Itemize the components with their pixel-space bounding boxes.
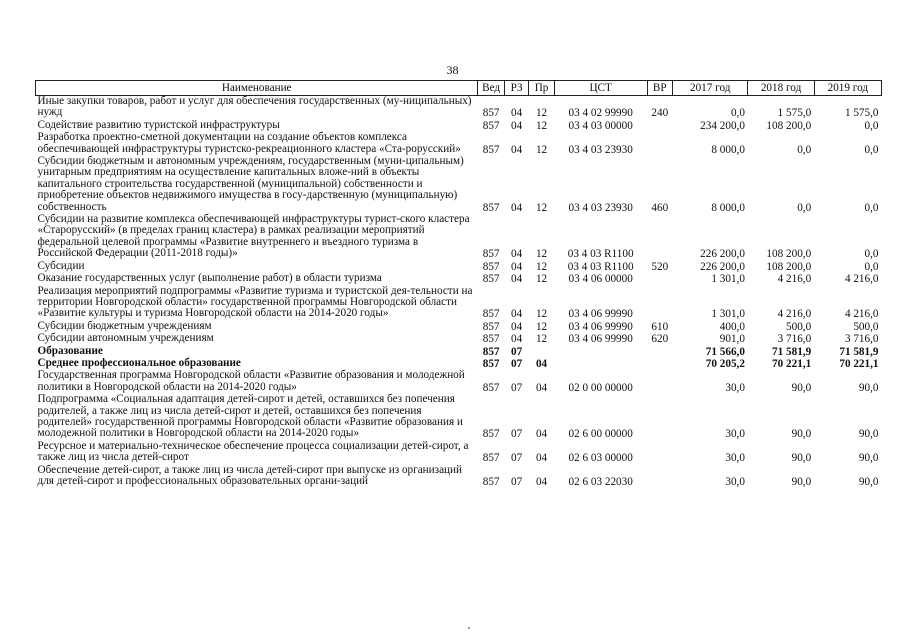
cell-y2019: 0,0 xyxy=(864,119,879,132)
cell-name: Среднее профессиональное образование xyxy=(37,356,241,369)
cell-y2019: 0,0 xyxy=(864,260,879,273)
cell-y2018: 90,0 xyxy=(791,428,812,441)
cell-y2019: 0,0 xyxy=(864,143,879,156)
cell-cst: 03 4 02 99990 xyxy=(568,107,633,120)
cell-rz: 07 xyxy=(510,452,523,465)
cell-pr: 12 xyxy=(535,260,548,273)
cell-rz: 07 xyxy=(510,476,523,488)
cell-y2017: 8 000,0 xyxy=(711,201,745,214)
cell-pr: 04 xyxy=(535,452,548,465)
cell-cst: 03 4 06 99990 xyxy=(568,308,633,321)
cell-cst: 03 4 06 99990 xyxy=(568,333,633,346)
cell-y2019: 4 216,0 xyxy=(844,308,879,321)
cell-y2017: 30,0 xyxy=(725,381,745,394)
header-name: Наименование xyxy=(36,81,478,96)
cell-y2017: 0,0 xyxy=(730,107,745,120)
cell-pr: 04 xyxy=(535,428,548,441)
table-row xyxy=(36,156,882,214)
cell-vr xyxy=(647,346,672,358)
cell-y2017: 30,0 xyxy=(725,476,745,488)
cell-y2017: 30,0 xyxy=(725,428,745,441)
cell-ved: 857 xyxy=(482,381,500,394)
cell-ved: 857 xyxy=(482,452,500,465)
cell-cst: 02 6 03 22030 xyxy=(568,476,633,488)
cell-y2017: 400,0 xyxy=(719,320,745,333)
cell-rz: 04 xyxy=(510,107,523,120)
cell-y2017: 71 566,0 xyxy=(705,345,745,358)
cell-ved: 857 xyxy=(482,119,500,132)
header-cst: ЦСТ xyxy=(554,81,647,96)
cell-y2018: 90,0 xyxy=(791,452,812,465)
cell-ved: 857 xyxy=(482,320,500,333)
header-rz: РЗ xyxy=(504,81,528,96)
cell-cst xyxy=(554,346,647,358)
page-number: 38 xyxy=(446,63,459,77)
cell-vr xyxy=(647,120,672,132)
cell-rz: 04 xyxy=(510,119,523,132)
cell-y2018: 90,0 xyxy=(791,476,812,488)
cell-y2018: 4 216,0 xyxy=(777,273,812,286)
cell-rz: 07 xyxy=(510,357,523,370)
cell-cst: 03 4 03 R1100 xyxy=(567,248,634,261)
cell-cst: 03 4 03 23930 xyxy=(568,143,633,156)
cell-y2017: 8 000,0 xyxy=(711,143,745,156)
cell-name: Субсидии на развитие комплекса обеспечивающей инфраструктуры турист-ского кластера «Старорусский» (в пределах границ кластера) в рамках реализации мероприятий федеральной целевой программы «Развитие внутреннего и въездного туризма в Российской Федерации (2011-2018 годы)» xyxy=(37,213,470,260)
table-row xyxy=(36,441,882,465)
cell-y2019: 500,0 xyxy=(853,320,879,333)
cell-y2018: 3 716,0 xyxy=(777,333,812,346)
cell-y2018: 108 200,0 xyxy=(766,248,812,261)
cell-name: Ресурсное и материально-техническое обеспечение процесса социализации детей-сирот, а также лиц из числа детей-сирот xyxy=(37,439,469,464)
cell-ved: 857 xyxy=(482,476,500,488)
cell-vr: 620 xyxy=(651,333,669,346)
cell-ved: 857 xyxy=(482,201,500,214)
table-row xyxy=(36,286,882,321)
cell-name: Субсидии бюджетным учреждениям xyxy=(37,319,212,332)
cell-rz: 04 xyxy=(510,201,523,214)
cell-rz: 04 xyxy=(510,260,523,273)
table-row xyxy=(36,214,882,261)
cell-y2018: 71 581,9 xyxy=(772,345,812,358)
cell-y2018: 0,0 xyxy=(797,201,812,214)
header-ved: Вед xyxy=(478,81,505,96)
cell-pr: 12 xyxy=(535,320,548,333)
cell-name: Субсидии xyxy=(37,259,85,272)
cell-name: Обеспечение детей-сирот, а также лиц из числа детей-сирот при выпуске из организаций для детей-сирот и профессиональных образовательных органи-заций xyxy=(37,463,463,487)
cell-y2017: 30,0 xyxy=(725,452,745,465)
cell-name: Содействие развитию туристской инфраструктуры xyxy=(37,118,280,131)
cell-pr: 12 xyxy=(535,308,548,321)
cell-vr: 240 xyxy=(651,107,669,120)
cell-y2019: 90,0 xyxy=(858,381,879,394)
cell-rz: 04 xyxy=(510,308,523,321)
table-header-row xyxy=(36,81,882,96)
header-2018: 2018 год xyxy=(748,81,814,96)
cell-pr: 12 xyxy=(535,333,548,346)
cell-y2019: 1 575,0 xyxy=(844,107,879,120)
cell-name: Субсидии автономным учреждениям xyxy=(37,332,214,345)
cell-y2018: 70 221,1 xyxy=(772,357,812,370)
table-row xyxy=(36,465,882,489)
cell-y2018: 0,0 xyxy=(797,143,812,156)
cell-pr: 04 xyxy=(535,357,548,370)
cell-cst: 02 6 00 00000 xyxy=(568,428,633,441)
cell-pr xyxy=(529,346,554,358)
table-row xyxy=(36,132,882,156)
cell-name: Образование xyxy=(37,344,103,357)
cell-cst: 03 4 06 99990 xyxy=(568,320,633,333)
cell-y2018: 1 575,0 xyxy=(777,107,812,120)
cell-y2018: 500,0 xyxy=(786,320,812,333)
cell-pr: 12 xyxy=(535,143,548,156)
cell-vr: 460 xyxy=(651,201,669,214)
cell-rz: 04 xyxy=(510,273,523,286)
cell-rz: 07 xyxy=(510,345,523,358)
header-2019: 2019 год xyxy=(814,81,881,96)
header-2017: 2017 год xyxy=(673,81,748,96)
cell-ved: 857 xyxy=(482,428,500,441)
cell-y2017: 1 301,0 xyxy=(711,308,745,321)
cell-y2017: 901,0 xyxy=(719,333,745,346)
cell-y2019: 3 716,0 xyxy=(844,333,879,346)
cell-y2017: 70 205,2 xyxy=(705,357,745,370)
cell-cst: 03 4 03 00000 xyxy=(568,119,633,132)
cell-rz: 04 xyxy=(510,143,523,156)
cell-y2017: 226 200,0 xyxy=(700,248,745,261)
cell-y2019: 90,0 xyxy=(858,476,879,488)
header-pr: Пр xyxy=(529,81,554,96)
cell-y2019: 70 221,1 xyxy=(839,357,879,370)
cell-name: Иные закупки товаров, работ и услуг для обеспечения государственных (му-ниципальных) нужд xyxy=(37,95,472,119)
cell-name: Субсидии бюджетным и автономным учреждениям, государственным (муни-ципальным) унитарным предприятиям на осуществление капитальных вложе-ний в объекты капитального строительства государственной (муниципальной) собственности и приобретение объектов недвижимого имущества в госу-дарственную (муниципальную) собственность xyxy=(37,155,464,213)
cell-vr xyxy=(647,132,672,156)
cell-y2019: 90,0 xyxy=(858,428,879,441)
cell-cst: 02 0 00 00000 xyxy=(568,381,633,394)
cell-pr: 12 xyxy=(535,119,548,132)
cell-y2018: 108 200,0 xyxy=(766,260,812,273)
cell-vr: 610 xyxy=(651,320,669,333)
cell-vr xyxy=(647,358,672,370)
table-row xyxy=(36,394,882,441)
budget-table xyxy=(35,80,882,488)
cell-cst: 03 4 06 00000 xyxy=(568,273,633,286)
header-vr: ВР xyxy=(647,81,672,96)
cell-name: Оказание государственных услуг (выполнение работ) в области туризма xyxy=(37,272,382,285)
cell-name: Разработка проектно-сметной документации на создание объектов комплекса обеспечивающей инфраструктуры туристско-рекреационного кластера «Ста-рорусский» xyxy=(37,131,461,155)
table-row xyxy=(36,96,882,120)
cell-ved: 857 xyxy=(482,308,500,321)
cell-cst: 02 6 03 00000 xyxy=(568,452,633,465)
cell-ved: 857 xyxy=(482,107,500,120)
cell-rz: 07 xyxy=(510,381,523,394)
cell-pr: 12 xyxy=(535,201,548,214)
cell-ved: 857 xyxy=(482,143,500,156)
cell-cst: 03 4 03 23930 xyxy=(568,201,633,214)
cell-y2018: 108 200,0 xyxy=(766,119,812,132)
cell-ved: 857 xyxy=(482,248,500,261)
cell-pr: 04 xyxy=(535,381,548,394)
cell-pr: 12 xyxy=(535,107,548,120)
cell-vr xyxy=(647,394,672,441)
cell-y2019: 0,0 xyxy=(864,248,879,261)
cell-vr xyxy=(647,286,672,321)
cell-vr xyxy=(647,441,672,465)
cell-cst xyxy=(554,358,647,370)
cell-y2017: 234 200,0 xyxy=(700,119,745,132)
cell-y2018: 90,0 xyxy=(791,381,812,394)
cell-y2017: 226 200,0 xyxy=(700,260,745,273)
cell-y2019: 90,0 xyxy=(858,452,879,465)
cell-vr xyxy=(647,214,672,261)
table-row xyxy=(36,273,882,285)
cell-pr: 12 xyxy=(535,273,548,286)
cell-vr xyxy=(647,370,672,394)
cell-ved: 857 xyxy=(482,273,500,286)
cell-rz: 04 xyxy=(510,333,523,346)
cell-name: Государственная программа Новгородской области «Развитие образования и молодежной политики в Новгородской области на 2014-2020 годы» xyxy=(37,369,465,393)
cell-rz: 07 xyxy=(510,428,523,441)
scan-artifact-dot xyxy=(468,627,470,629)
cell-vr: 520 xyxy=(651,260,669,273)
cell-cst: 03 4 03 R1100 xyxy=(567,260,634,273)
cell-y2019: 71 581,9 xyxy=(839,345,879,358)
cell-name: Подпрограмма «Социальная адаптация детей-сирот и детей, оставшихся без попечения родителей, а также лиц из числа детей-сирот и детей, оставшихся без попечения родителей» государственной программы Новгородской области «Развитие образования и молодежной политики в Новгородской области на 2014-2020 годы» xyxy=(37,393,463,440)
cell-vr xyxy=(647,273,672,285)
cell-ved: 857 xyxy=(482,333,500,346)
cell-vr xyxy=(647,465,672,489)
cell-ved: 857 xyxy=(482,260,500,273)
cell-y2019: 4 216,0 xyxy=(844,273,879,286)
cell-ved: 857 xyxy=(482,345,500,358)
table-row xyxy=(36,370,882,394)
cell-pr: 04 xyxy=(535,476,548,488)
cell-pr: 12 xyxy=(535,248,548,261)
cell-y2017: 1 301,0 xyxy=(711,273,745,286)
cell-y2018: 4 216,0 xyxy=(777,308,812,321)
cell-ved: 857 xyxy=(482,357,500,370)
cell-rz: 04 xyxy=(510,320,523,333)
table-row xyxy=(36,333,882,345)
cell-y2019: 0,0 xyxy=(864,201,879,214)
cell-rz: 04 xyxy=(510,248,523,261)
cell-name: Реализация мероприятий подпрограммы «Развитие туризма и туристской дея-тельности на территории Новгородской области» государственной программы Новгородской области «Развитие культуры и туризма Новгородской области на 2014-2020 годы» xyxy=(37,284,473,320)
